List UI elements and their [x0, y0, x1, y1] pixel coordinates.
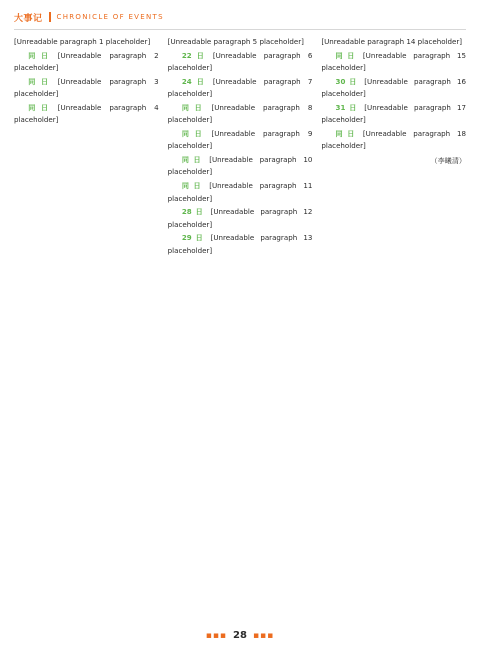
- entry-date: 同日: [181, 128, 208, 138]
- entry-date: 同日: [335, 50, 359, 60]
- entry-date: 同日: [28, 102, 54, 112]
- column-1: [14, 36, 159, 618]
- entry-text: [Unreadable paragraph 15 placeholder]: [321, 50, 466, 73]
- chronicle-entry: [321, 102, 466, 127]
- section-title-cn: 大事记: [14, 13, 43, 24]
- footer-ornament-left: ▪▪▪: [205, 630, 228, 641]
- entry-text: [Unreadable paragraph 8 placeholder]: [167, 102, 313, 125]
- entry-date: 同日: [28, 76, 54, 86]
- entry-text: [Unreadable paragraph 10 placeholder]: [167, 154, 313, 177]
- entry-text: [Unreadable paragraph 4 placeholder]: [14, 102, 159, 125]
- chronicle-entry: [168, 154, 313, 179]
- entry-text: [Unreadable paragraph 12 placeholder]: [167, 207, 313, 229]
- chronicle-entry: [168, 50, 313, 75]
- entry-text: [Unreadable paragraph 9 placeholder]: [167, 128, 313, 151]
- entry-text: [Unreadable paragraph 2 placeholder]: [14, 50, 159, 73]
- entry-text: [Unreadable paragraph 5 placeholder]: [167, 37, 304, 46]
- section-header: [14, 9, 164, 25]
- entry-text: [Unreadable paragraph 16 placeholder]: [321, 76, 466, 99]
- entry-text: [Unreadable paragraph 11 placeholder]: [167, 181, 313, 203]
- chronicle-entry: [14, 102, 159, 127]
- chronicle-entry: [321, 128, 466, 153]
- entry-text: [Unreadable paragraph 7 placeholder]: [167, 76, 313, 99]
- entry-text: [Unreadable paragraph 13 placeholder]: [167, 233, 313, 255]
- entry-text: [Unreadable paragraph 17 placeholder]: [321, 102, 466, 125]
- page-number: 28: [233, 630, 247, 641]
- entry-date: 28日: [181, 207, 207, 217]
- chronicle-entry: [321, 36, 466, 49]
- column-3: [321, 36, 466, 618]
- section-title-en: CHRONICLE OF EVENTS: [56, 13, 164, 21]
- entry-text: [Unreadable paragraph 6 placeholder]: [167, 50, 313, 73]
- column-2: [168, 36, 313, 618]
- header-rule: [14, 29, 466, 30]
- byline: （李曦清）: [430, 155, 466, 165]
- article-body: [14, 36, 466, 618]
- footer-ornament-right: ▪▪▪: [252, 630, 275, 641]
- entry-text: [Unreadable paragraph 1 placeholder]: [14, 37, 151, 46]
- entry-date: 同日: [335, 128, 359, 138]
- chronicle-entry: [14, 50, 159, 75]
- entry-date: 同日: [28, 50, 54, 60]
- chronicle-entry: [14, 76, 159, 101]
- entry-date: 同日: [181, 154, 206, 164]
- page-footer: [0, 630, 480, 641]
- chronicle-entry: [168, 102, 313, 127]
- entry-text: [Unreadable paragraph 14 placeholder]: [321, 37, 463, 46]
- entry-date: 29日: [181, 233, 207, 243]
- entry-date: 同日: [181, 102, 208, 112]
- entry-date: 同日: [181, 181, 206, 191]
- entry-date: 22日: [181, 50, 209, 60]
- chronicle-entry: [168, 36, 313, 49]
- chronicle-entry: [14, 36, 159, 49]
- chronicle-entry: [168, 180, 313, 205]
- chronicle-entry: [321, 76, 466, 101]
- header-divider: [49, 12, 51, 22]
- chronicle-entry: [168, 128, 313, 153]
- chronicle-entry: [168, 76, 313, 101]
- entry-date: 31日: [335, 102, 361, 112]
- entry-text: [Unreadable paragraph 3 placeholder]: [14, 76, 159, 99]
- entry-date: 24日: [181, 76, 209, 86]
- entry-date: 30日: [335, 76, 361, 86]
- chronicle-entry: [168, 232, 313, 257]
- chronicle-entry: [168, 206, 313, 231]
- chronicle-entry: [321, 50, 466, 75]
- entry-text: [Unreadable paragraph 18 placeholder]: [321, 128, 466, 151]
